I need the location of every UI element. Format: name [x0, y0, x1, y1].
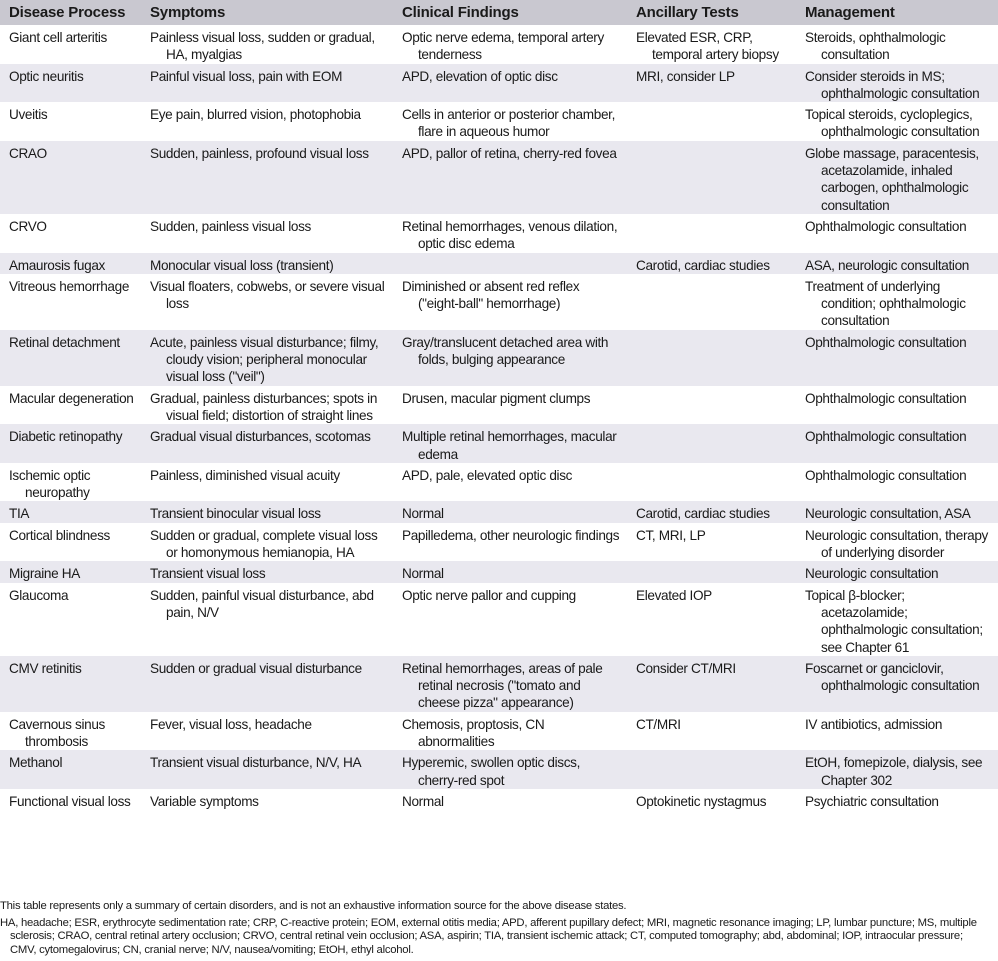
cell-text: Foscarnet or ganciclovir, ophthalmologic consultation [805, 660, 980, 694]
cell-clinical-findings [393, 386, 627, 425]
cell-text: Functional visual loss [9, 793, 131, 809]
cell-management [796, 102, 998, 141]
cell-ancillary-tests [627, 501, 796, 522]
cell-clinical-findings [393, 214, 627, 253]
cell-ancillary-tests [627, 424, 796, 463]
cell-text: Gradual visual disturbances, scotomas [150, 429, 371, 445]
cell-disease-process [0, 64, 141, 103]
cell-management [796, 253, 998, 274]
cell-text: CRVO [9, 218, 47, 234]
cell-text: Retinal hemorrhages, areas of pale retinal necrosis ("tomato and cheese pizza" appearance) [402, 660, 603, 711]
cell-text: Painful visual loss, pain with EOM [150, 68, 343, 84]
cell-ancillary-tests [627, 523, 796, 562]
cell-text: Gradual, painless disturbances; spots in visual field; distortion of straight lines [150, 390, 378, 423]
cell-management [796, 561, 998, 582]
cell-text: Sudden or gradual, complete visual loss or homonymous hemianopia, HA [150, 527, 378, 561]
cell-text: Cells in anterior or posterior chamber, flare in aqueous humor [402, 107, 616, 140]
column-header-symptoms: Symptoms [141, 0, 393, 25]
cell-text: Papilledema, other neurologic findings [402, 527, 620, 543]
cell-text: Steroids, ophthalmologic consultation [805, 30, 946, 63]
cell-disease-process [0, 463, 141, 502]
table-row [0, 253, 998, 274]
cell-text: Optic nerve edema, temporal artery tenderness [402, 30, 604, 63]
cell-ancillary-tests [627, 583, 796, 656]
cell-clinical-findings [393, 463, 627, 502]
cell-symptoms [141, 274, 393, 330]
cell-text: Transient binocular visual loss [150, 506, 321, 522]
cell-text: Diminished or absent red reflex ("eight-ball" hemorrhage) [402, 278, 580, 312]
cell-clinical-findings [393, 583, 627, 656]
table-row [0, 561, 998, 582]
cell-text: Sudden, painless, profound visual loss [150, 145, 369, 161]
cell-ancillary-tests [627, 712, 796, 751]
cell-text: APD, pallor of retina, cherry-red fovea [402, 145, 617, 161]
cell-disease-process [0, 583, 141, 656]
cell-text: Normal [402, 793, 444, 809]
cell-text: TIA [9, 506, 30, 522]
cell-management [796, 583, 998, 656]
cell-symptoms [141, 583, 393, 656]
cell-ancillary-tests [627, 463, 796, 502]
cell-disease-process [0, 712, 141, 751]
cell-text: Globe massage, paracentesis, acetazolamide, inhaled carbogen, ophthalmologic consultation [805, 145, 979, 213]
cell-clinical-findings [393, 253, 627, 274]
column-header-clinical-findings: Clinical Findings [393, 0, 627, 25]
table-row [0, 712, 998, 751]
cell-disease-process [0, 386, 141, 425]
cell-text: Optokinetic nystagmus [636, 793, 767, 809]
cell-text: Variable symptoms [150, 793, 259, 809]
cell-symptoms [141, 424, 393, 463]
table-body [0, 25, 998, 810]
cell-disease-process [0, 561, 141, 582]
cell-management [796, 656, 998, 712]
cell-text: Painless, diminished visual acuity [150, 467, 340, 483]
cell-disease-process [0, 750, 141, 789]
cell-symptoms [141, 561, 393, 582]
cell-text: Monocular visual loss (transient) [150, 257, 334, 273]
table-row [0, 102, 998, 141]
cell-disease-process [0, 424, 141, 463]
cell-symptoms [141, 789, 393, 810]
cell-management [796, 523, 998, 562]
cell-disease-process [0, 523, 141, 562]
cell-text: Uveitis [9, 107, 48, 123]
table-footnotes [0, 900, 990, 957]
cell-text: Consider steroids in MS; ophthalmologic consultation [805, 68, 980, 101]
cell-symptoms [141, 141, 393, 214]
cell-symptoms [141, 330, 393, 386]
cell-ancillary-tests [627, 25, 796, 64]
cell-ancillary-tests [627, 274, 796, 330]
table-row [0, 141, 998, 214]
cell-text: Optic neuritis [9, 68, 84, 84]
cell-text: Normal [402, 566, 444, 582]
cell-text: Visual floaters, cobwebs, or severe visual loss [150, 278, 385, 312]
cell-ancillary-tests [627, 789, 796, 810]
cell-management [796, 463, 998, 502]
cell-text: APD, elevation of optic disc [402, 68, 558, 84]
cell-text: Migraine HA [9, 566, 80, 582]
cell-text: Ophthalmologic consultation [805, 429, 967, 445]
cell-symptoms [141, 523, 393, 562]
cell-text: CT/MRI [636, 716, 681, 732]
cell-text: Multiple retinal hemorrhages, macular edema [402, 429, 617, 462]
cell-clinical-findings [393, 501, 627, 522]
cell-symptoms [141, 64, 393, 103]
cell-symptoms [141, 656, 393, 712]
cell-clinical-findings [393, 750, 627, 789]
cell-text: Eye pain, blurred vision, photophobia [150, 107, 361, 123]
cell-clinical-findings [393, 274, 627, 330]
cell-text: Elevated IOP [636, 587, 712, 603]
cell-symptoms [141, 253, 393, 274]
table-row [0, 501, 998, 522]
cell-text: Cavernous sinus thrombosis [9, 716, 105, 749]
cell-disease-process [0, 274, 141, 330]
cell-text: Transient visual disturbance, N/V, HA [150, 755, 362, 771]
cell-symptoms [141, 750, 393, 789]
cell-ancillary-tests [627, 386, 796, 425]
table-row [0, 789, 998, 810]
cell-text: Cortical blindness [9, 527, 110, 543]
cell-symptoms [141, 463, 393, 502]
cell-clinical-findings [393, 712, 627, 751]
table-header [0, 0, 998, 25]
cell-management [796, 330, 998, 386]
cell-clinical-findings [393, 523, 627, 562]
cell-text: Ophthalmologic consultation [805, 467, 967, 483]
table-row [0, 214, 998, 253]
cell-disease-process [0, 102, 141, 141]
cell-text: Sudden or gradual visual disturbance [150, 660, 362, 676]
cell-clinical-findings [393, 102, 627, 141]
abbreviations-note: HA, headache; ESR, erythrocyte sedimentation rate; CRP, C-reactive protein; EOM, external otitis media; APD, afferent pupillary defect; MRI, magnetic resonance imaging; LP, lumbar puncture; MS, multiple sclerosis; CRAO, central retinal artery occlusion; CRVO, central retinal vein occlusion; ASA, aspirin; TIA, transient ischemic attack; CT, computed tomography; abd, abdominal; IOP, intraocular pressure; CMV, cytomegalovirus; CN, cranial nerve; N/V, nausea/vomiting; EtOH, ethyl alcohol. [0, 916, 977, 956]
cell-text: Ophthalmologic consultation [805, 334, 967, 350]
cell-management [796, 789, 998, 810]
cell-management [796, 750, 998, 789]
column-header-ancillary-tests: Ancillary Tests [627, 0, 796, 25]
cell-text: Ischemic optic neuropathy [9, 467, 91, 501]
cell-text: Retinal detachment [9, 334, 120, 350]
cell-management [796, 141, 998, 214]
cell-clinical-findings [393, 330, 627, 386]
table-row [0, 25, 998, 64]
table-row [0, 523, 998, 562]
cell-text: Neurologic consultation, ASA [805, 506, 971, 522]
cell-text: MRI, consider LP [636, 68, 735, 84]
cell-management [796, 424, 998, 463]
cell-disease-process [0, 25, 141, 64]
cell-management [796, 274, 998, 330]
cell-clinical-findings [393, 789, 627, 810]
cell-text: Fever, visual loss, headache [150, 716, 312, 732]
cell-text: Psychiatric consultation [805, 793, 939, 809]
cell-text: APD, pale, elevated optic disc [402, 467, 573, 483]
cell-text: Macular degeneration [9, 390, 134, 406]
column-header-management: Management [796, 0, 998, 25]
cell-text: Drusen, macular pigment clumps [402, 390, 591, 406]
cell-disease-process [0, 253, 141, 274]
cell-text: Carotid, cardiac studies [636, 506, 770, 522]
cell-management [796, 386, 998, 425]
cell-symptoms [141, 25, 393, 64]
cell-ancillary-tests [627, 330, 796, 386]
cell-symptoms [141, 102, 393, 141]
cell-ancillary-tests [627, 64, 796, 103]
cell-text: Optic nerve pallor and cupping [402, 587, 576, 603]
cell-clinical-findings [393, 656, 627, 712]
cell-text: Elevated ESR, CRP, temporal artery biopsy [636, 30, 779, 63]
cell-text: Methanol [9, 755, 63, 771]
cell-ancillary-tests [627, 253, 796, 274]
cell-text: Vitreous hemorrhage [9, 278, 130, 294]
cell-text: Sudden, painful visual disturbance, abd pain, N/V [150, 587, 374, 620]
cell-text: Giant cell arteritis [9, 30, 108, 45]
cell-text: EtOH, fomepizole, dialysis, see Chapter 302 [805, 755, 983, 788]
cell-text: IV antibiotics, admission [805, 716, 943, 732]
cell-symptoms [141, 712, 393, 751]
cell-text: Transient visual loss [150, 566, 266, 582]
cell-clinical-findings [393, 424, 627, 463]
table-row [0, 424, 998, 463]
cell-text: Topical steroids, cycloplegics, ophthalmologic consultation [805, 107, 980, 140]
table-row [0, 274, 998, 330]
cell-text: CMV retinitis [9, 660, 82, 676]
cell-disease-process [0, 214, 141, 253]
cell-text: Sudden, painless visual loss [150, 218, 311, 234]
cell-text: Consider CT/MRI [636, 660, 736, 676]
cell-text: Diabetic retinopathy [9, 429, 123, 445]
table-row [0, 656, 998, 712]
cell-disease-process [0, 141, 141, 214]
cell-text: Painless visual loss, sudden or gradual, HA, myalgias [150, 30, 375, 63]
cell-text: Ophthalmologic consultation [805, 218, 967, 234]
cell-text: Chemosis, proptosis, CN abnormalities [402, 716, 545, 749]
cell-symptoms [141, 214, 393, 253]
cell-text: Topical β-blocker; acetazolamide; ophthalmologic consultation; see Chapter 61 [805, 587, 983, 655]
cell-text: Carotid, cardiac studies [636, 257, 770, 273]
cell-ancillary-tests [627, 102, 796, 141]
cell-text: Hyperemic, swollen optic discs, cherry-red spot [402, 755, 581, 788]
table-row [0, 64, 998, 103]
cell-disease-process [0, 501, 141, 522]
table-row [0, 330, 998, 386]
header-row [0, 0, 998, 25]
table-row [0, 750, 998, 789]
cell-text: Neurologic consultation [805, 566, 939, 582]
cell-management [796, 64, 998, 103]
cell-management [796, 712, 998, 751]
cell-management [796, 25, 998, 64]
cell-text: Retinal hemorrhages, venous dilation, optic disc edema [402, 218, 618, 252]
cell-ancillary-tests [627, 750, 796, 789]
cell-management [796, 501, 998, 522]
table-row [0, 386, 998, 425]
cell-text: CT, MRI, LP [636, 527, 706, 543]
cell-text: Amaurosis fugax [9, 257, 105, 273]
summary-note: This table represents only a summary of certain disorders, and is not an exhaustive information source for the above disease states. [0, 900, 627, 912]
cell-symptoms [141, 386, 393, 425]
cell-text: Gray/translucent detached area with folds, bulging appearance [402, 334, 609, 368]
table-row [0, 463, 998, 502]
cell-disease-process [0, 656, 141, 712]
cell-disease-process [0, 789, 141, 810]
cell-text: Normal [402, 506, 444, 522]
column-header-disease-process: Disease Process [0, 0, 141, 25]
cell-disease-process [0, 330, 141, 386]
cell-text: Neurologic consultation, therapy of underlying disorder [805, 527, 989, 561]
cell-symptoms [141, 501, 393, 522]
cell-clinical-findings [393, 25, 627, 64]
cell-ancillary-tests [627, 561, 796, 582]
cell-management [796, 214, 998, 253]
cell-clinical-findings [393, 561, 627, 582]
cell-ancillary-tests [627, 656, 796, 712]
cell-clinical-findings [393, 64, 627, 103]
cell-text: Treatment of underlying condition; ophthalmologic consultation [805, 278, 966, 329]
table-row [0, 583, 998, 656]
cell-text: CRAO [9, 145, 47, 161]
cell-ancillary-tests [627, 214, 796, 253]
cell-text: Acute, painless visual disturbance; filmy, cloudy vision; peripheral monocular visual loss ("veil") [150, 334, 379, 385]
cell-ancillary-tests [627, 141, 796, 214]
cell-text: Glaucoma [9, 587, 69, 603]
cell-clinical-findings [393, 141, 627, 214]
cell-text: Ophthalmologic consultation [805, 390, 967, 406]
cell-text: ASA, neurologic consultation [805, 257, 970, 273]
